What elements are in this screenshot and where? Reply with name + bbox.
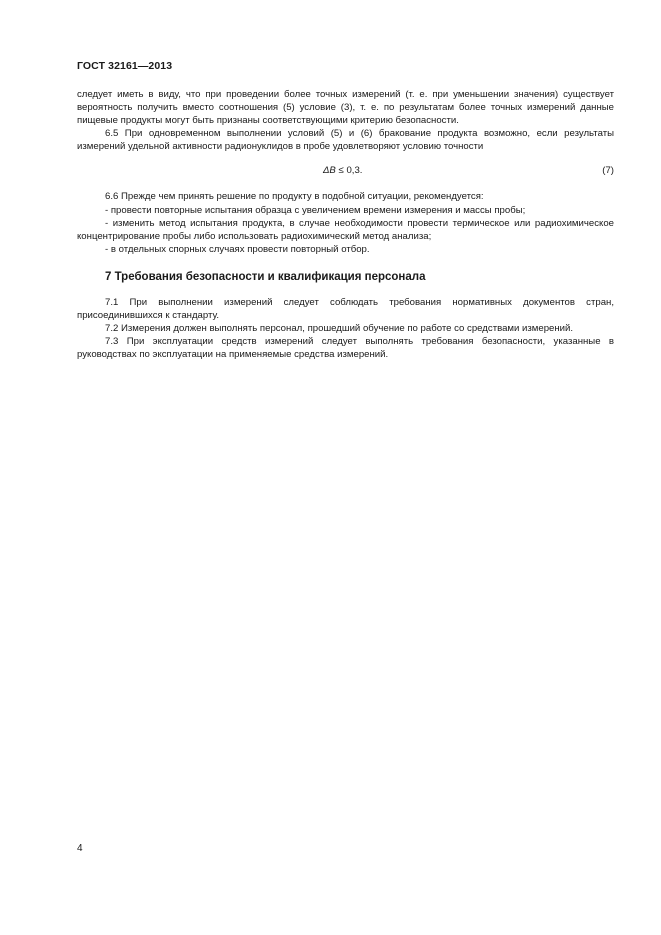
document-header: ГОСТ 32161—2013 xyxy=(77,60,173,72)
paragraph-6-5: 6.5 При одновременном выполнении условий (5) и (6) бракование продукта возможно, если результаты измерений удельной активности радионуклидов в пробе удовлетворяют условию точности xyxy=(77,128,614,153)
formula-7 xyxy=(77,164,614,178)
paragraph-continuation: следует иметь в виду, что при проведении более точных измерений (т. е. при уменьшении значения) существует вероятность получить вместо соотношения (5) условие (3), т. е. по результатам более точных измерений данные пищевые продукты могут быть признаны соответствующими критерию безопасности. xyxy=(77,89,614,127)
list-item: - изменить метод испытания продукта, в случае необходимости провести термическое или радиохимическое концентрирование пробы либо использовать радиохимический метод анализа; xyxy=(77,217,614,242)
list-item: - в отдельных спорных случаях провести повторный отбор. xyxy=(105,243,370,255)
formula-number: (7) xyxy=(602,165,614,177)
formula-expression xyxy=(323,164,362,177)
list-item: - провести повторные испытания образца с увеличением времени измерения и массы пробы; xyxy=(105,204,526,216)
formula-symbol: ΔB xyxy=(323,165,336,177)
formula-condition: ≤ 0,3. xyxy=(335,165,363,177)
paragraph-6-6: 6.6 Прежде чем принять решение по продукту в подобной ситуации, рекомендуется: xyxy=(105,191,484,203)
document-body xyxy=(77,88,614,361)
paragraph-7-3: 7.3 При эксплуатации средств измерений следует выполнять требования безопасности, указанные в руководствах по эксплуатации на применяемые средства измерений. xyxy=(77,336,614,361)
page-number: 4 xyxy=(77,843,83,854)
section-7-title: 7 Требования безопасности и квалификация персонала xyxy=(105,270,426,283)
paragraph-7-2: 7.2 Измерения должен выполнять персонал, прошедший обучение по работе со средствами измерений. xyxy=(105,323,574,335)
paragraph-7-1: 7.1 При выполнении измерений следует соблюдать требования нормативных документов стран, присоединившихся к стандарту. xyxy=(77,296,614,322)
